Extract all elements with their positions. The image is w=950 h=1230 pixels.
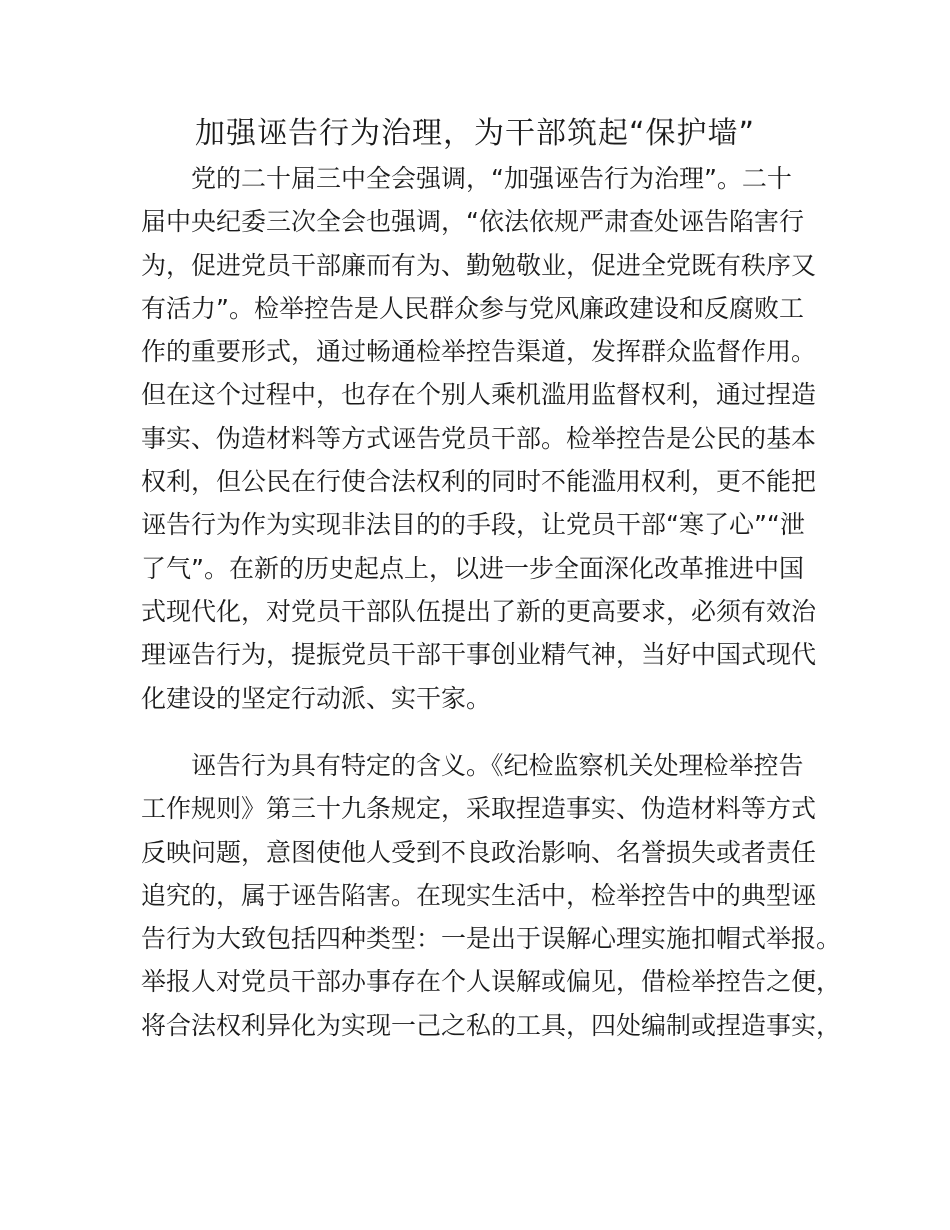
paragraph-line: 告行为大致包括四种类型：一是出于误解心理实施扣帽式举报。 xyxy=(141,924,842,954)
paragraph-1 xyxy=(141,157,816,720)
paragraph-line: 化建设的坚定行动派、实干家。 xyxy=(141,683,492,713)
paragraph-line: 工作规则》第三十九条规定，采取捏造事实、伪造材料等方式 xyxy=(141,794,817,824)
paragraph-line: 党的二十届三中全会强调，“加强诬告行为治理”。二十 xyxy=(191,164,792,193)
paragraph-line: 了气”。在新的历史起点上，以进一步全面深化改革推进中国 xyxy=(141,553,804,583)
paragraph-2 xyxy=(141,744,841,1047)
paragraph-line: 但在这个过程中，也存在个别人乘机滥用监督权利，通过捏造 xyxy=(141,380,817,410)
paragraph-line: 将合法权利异化为实现一己之私的工具，四处编制或捏造事实， xyxy=(141,1010,842,1040)
paragraph-line: 举报人对党员干部办事存在个人误解或偏见，借检举控告之便， xyxy=(141,967,842,997)
paragraph-line: 有活力”。检举控告是人民群众参与党风廉政建设和反腐败工 xyxy=(141,293,804,323)
paragraph-line: 作的重要形式，通过畅通检举控告渠道，发挥群众监督作用。 xyxy=(141,337,817,367)
paragraph-line: 事实、伪造材料等方式诬告党员干部。检举控告是公民的基本 xyxy=(141,423,817,453)
paragraph-line: 权利，但公民在行使合法权利的同时不能滥用权利，更不能把 xyxy=(141,467,817,497)
paragraph-line: 诬告行为作为实现非法目的的手段，让党员干部“寒了心”“泄 xyxy=(141,510,805,540)
paragraph-line: 追究的，属于诬告陷害。在现实生活中，检举控告中的典型诬 xyxy=(141,880,817,910)
paragraph-line: 为，促进党员干部廉而有为、勤勉敬业，促进全党既有秩序又 xyxy=(141,250,817,280)
paragraph-line: 诬告行为具有特定的含义。《纪检监察机关处理检举控告 xyxy=(191,751,804,780)
document-title: 加强诬告行为治理，为干部筑起“保护墙” xyxy=(194,116,756,151)
paragraph-line: 式现代化，对党员干部队伍提出了新的更高要求，必须有效治 xyxy=(141,596,817,626)
paragraph-line: 届中央纪委三次全会也强调，“依法依规严肃查处诬告陷害行 xyxy=(141,207,804,237)
paragraph-line: 理诬告行为，提振党员干部干事创业精气神，当好中国式现代 xyxy=(141,640,817,670)
paragraph-line: 反映问题，意图使他人受到不良政治影响、名誉损失或者责任 xyxy=(141,837,817,867)
